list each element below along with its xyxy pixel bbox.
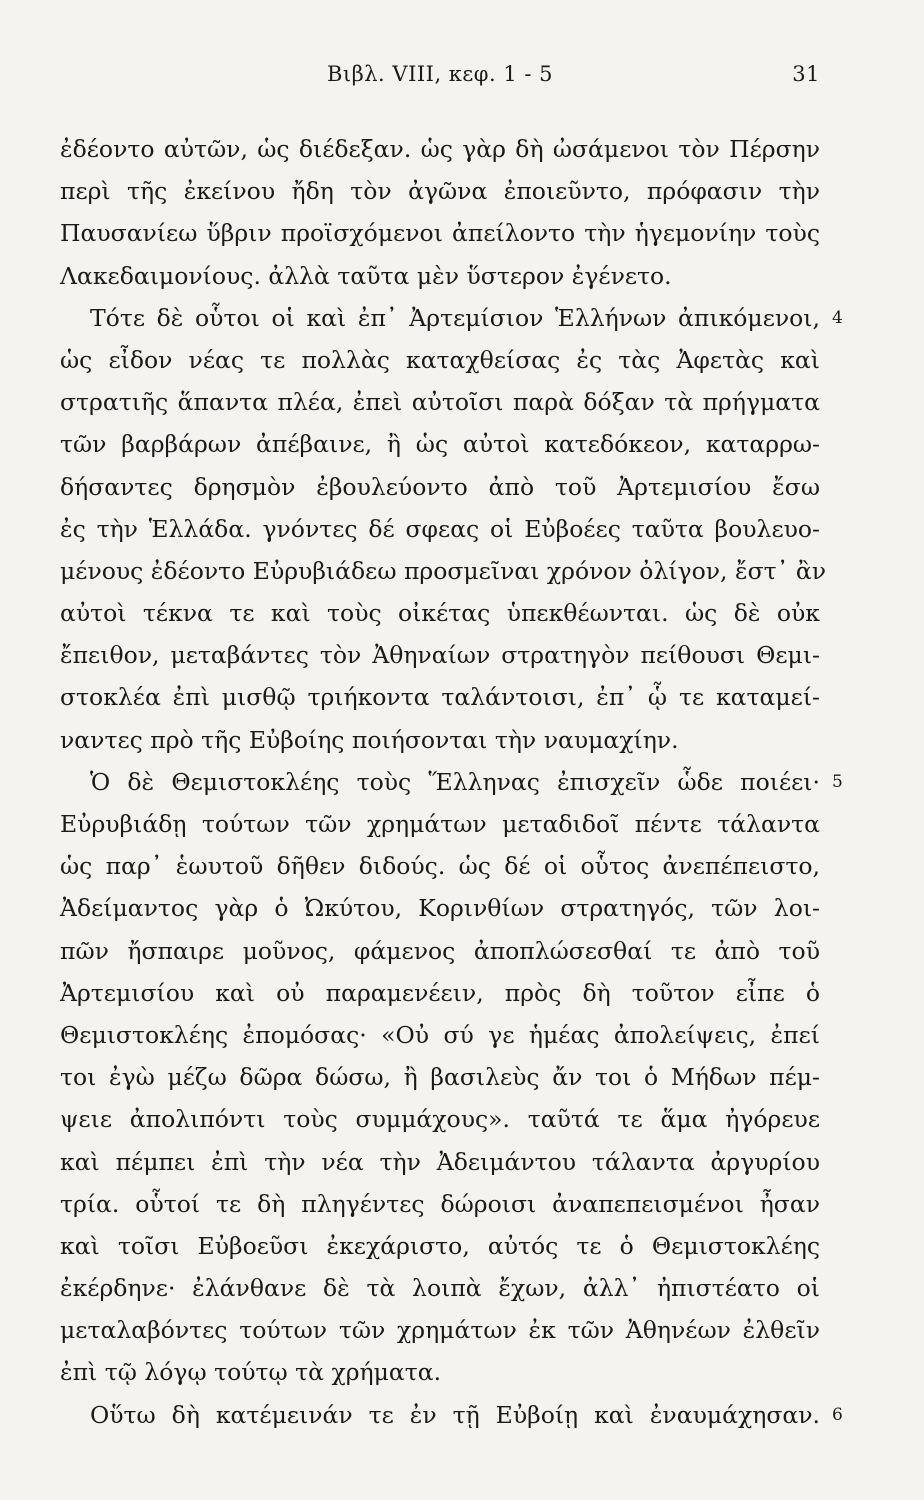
- text-line: [60, 128, 820, 170]
- text-line: [60, 1183, 820, 1225]
- text-line-content: πῶν ἤσπαιρε μοῦνος, φάμενος ἀποπλώσεσθαί τε ἀπὸ τοῦ: [60, 936, 820, 965]
- text-line: [60, 1225, 820, 1267]
- text-line: [60, 887, 820, 929]
- text-line-content: περὶ τῆς ἐκείνου ἤδη τὸν ἀγῶνα ἐποιεῦντο, πρόφασιν τὴν: [60, 177, 820, 206]
- text-line-content: τρία. οὗτοί τε δὴ πληγέντες δώροισι ἀναπεπεισμένοι ἦσαν: [60, 1189, 820, 1218]
- text-line: [60, 212, 820, 254]
- text-line-content: καὶ τοῖσι Εὐβοεῦσι ἐκεχάριστο, αὐτός τε ὁ Θεμιστοκλέης: [60, 1231, 820, 1260]
- text-line-content: ἐπὶ τῷ λόγῳ τούτῳ τὰ χρήματα.: [60, 1358, 442, 1387]
- text-line: [60, 423, 820, 465]
- running-head: [60, 62, 820, 94]
- text-line: [60, 1098, 820, 1140]
- text-line-content: ἔπειθον, μεταβάντες τὸν Ἀθηναίων στρατηγὸν πείθουσι Θεμι-: [60, 641, 820, 670]
- text-line: [60, 719, 820, 761]
- text-line: [60, 339, 820, 381]
- text-line: [60, 592, 820, 634]
- text-line: [60, 466, 820, 508]
- text-line: [60, 972, 820, 1014]
- running-head-title: Βιβλ. VIII, κεφ. 1 - 5: [326, 62, 554, 86]
- chapter-number: 4: [832, 307, 843, 328]
- text-line-content: Θεμιστοκλέης ἐπομόσας· «Οὐ σύ γε ἡμέας ἀπολείψεις, ἐπεί: [60, 1020, 820, 1049]
- text-line-content: ὡς εἶδον νέας τε πολλὰς καταχθείσας ἐς τὰς Ἀφετὰς καὶ: [60, 345, 820, 374]
- text-line: [60, 634, 820, 676]
- text-line-content: ἐδέοντο αὐτῶν, ὡς διέδεξαν. ὡς γὰρ δὴ ὠσάμενοι τὸν Πέρσην: [60, 135, 820, 163]
- text-line-content: στρατιῆς ἅπαντα πλέα, ἐπεὶ αὐτοῖσι παρὰ δόξαν τὰ πρήγματα: [60, 388, 820, 417]
- text-line: [60, 676, 820, 718]
- text-line: [60, 297, 843, 339]
- chapter-number: 6: [832, 1404, 843, 1425]
- text-line: [60, 845, 820, 887]
- text-line: [60, 803, 820, 845]
- text-line-content: ναντες πρὸ τῆς Εὐβοίης ποιήσονται τὴν ναυμαχίην.: [60, 725, 679, 754]
- text-line-content: μεταλαβόντες τούτων τῶν χρημάτων ἐκ τῶν Ἀθηνέων ἐλθεῖν: [60, 1316, 820, 1345]
- text-line-content: δήσαντες δρησμὸν ἐβουλεύοντο ἀπὸ τοῦ Ἀρτεμισίου ἔσω: [60, 472, 820, 501]
- text-line: [60, 170, 820, 212]
- text-line: [60, 1394, 843, 1436]
- text-line: [60, 1267, 820, 1309]
- text-line-content: Εὐρυβιάδῃ τούτων τῶν χρημάτων μεταδιδοῖ πέντε τάλαντα: [60, 810, 820, 838]
- page-number: 31: [792, 62, 820, 86]
- text-line-content: Λακεδαιμονίους. ἀλλὰ ταῦτα μὲν ὕστερον ἐγένετο.: [60, 261, 672, 290]
- text-line-content: Παυσανίεω ὕβριν προϊσχόμενοι ἀπείλοντο τὴν ἡγεμονίην τοὺς: [60, 219, 820, 248]
- text-line-content: ἐκέρδηνε· ἐλάνθανε δὲ τὰ λοιπὰ ἔχων, ἀλλ᾽ ἠπιστέατο οἱ: [60, 1274, 820, 1303]
- text-line-content: Ἀδείμαντος γὰρ ὁ Ὠκύτου, Κορινθίων στρατηγός, τῶν λοι-: [60, 894, 820, 923]
- text-line: [60, 1141, 820, 1183]
- text-line-content: ὡς παρ᾽ ἑωυτοῦ δῆθεν διδούς. ὡς δέ οἱ οὗτος ἀνεπέπειστο,: [60, 852, 820, 881]
- text-line-content: καὶ πέμπει ἐπὶ τὴν νέα τὴν Ἀδειμάντου τάλαντα ἀργυρίου: [60, 1147, 820, 1176]
- text-line: [60, 381, 820, 423]
- text-line: [60, 255, 820, 297]
- chapter-number: 5: [832, 771, 843, 792]
- text-line-content: Ὁ δὲ Θεμιστοκλέης τοὺς Ἕλληνας ἐπισχεῖν ὧδε ποιέει·: [90, 767, 820, 796]
- text-line-content: τοι ἐγὼ μέζω δῶρα δώσω, ἢ βασιλεὺς ἄν τοι ὁ Μήδων πέμ-: [60, 1063, 820, 1092]
- text-line-content: ψειε ἀπολιπόντι τοὺς συμμάχους». ταῦτά τε ἅμα ἠγόρευε: [60, 1105, 820, 1134]
- text-line-content: Οὕτω δὴ κατέμεινάν τε ἐν τῇ Εὐβοίῃ καὶ ἐναυμάχησαν.: [90, 1400, 820, 1429]
- greek-text-body: [60, 128, 843, 1436]
- text-line: [60, 550, 826, 592]
- text-line-content: τῶν βαρβάρων ἀπέβαινε, ἢ ὡς αὐτοὶ κατεδόκεον, καταρρω-: [60, 430, 820, 459]
- text-line-content: αὐτοὶ τέκνα τε καὶ τοὺς οἰκέτας ὑπεκθέωνται. ὡς δὲ οὐκ: [60, 599, 820, 628]
- text-line: [60, 930, 820, 972]
- text-line: [60, 1309, 820, 1351]
- text-line-content: Ἀρτεμισίου καὶ οὐ παραμενέειν, πρὸς δὴ τοῦτον εἶπε ὁ: [60, 978, 820, 1007]
- text-line: [60, 508, 820, 550]
- text-line-content: ἐς τὴν Ἑλλάδα. γνόντες δέ σφεας οἱ Εὐβοέες ταῦτα βουλευο-: [60, 514, 820, 543]
- text-line: [60, 1351, 820, 1393]
- text-line: [60, 1014, 820, 1056]
- text-line: [60, 761, 843, 803]
- text-line: [60, 1056, 820, 1098]
- text-line-content: μένους ἐδέοντο Εὐρυβιάδεω προσμεῖναι χρόνον ὀλίγον, ἔστ᾽ ἂν: [60, 556, 826, 585]
- text-line-content: στοκλέα ἐπὶ μισθῷ τριήκοντα ταλάντοισι, ἐπ᾽ ᾧ τε καταμεί-: [60, 683, 820, 712]
- text-line-content: Τότε δὲ οὗτοι οἱ καὶ ἐπ᾽ Ἀρτεμίσιον Ἑλλήνων ἀπικόμενοι,: [90, 303, 820, 332]
